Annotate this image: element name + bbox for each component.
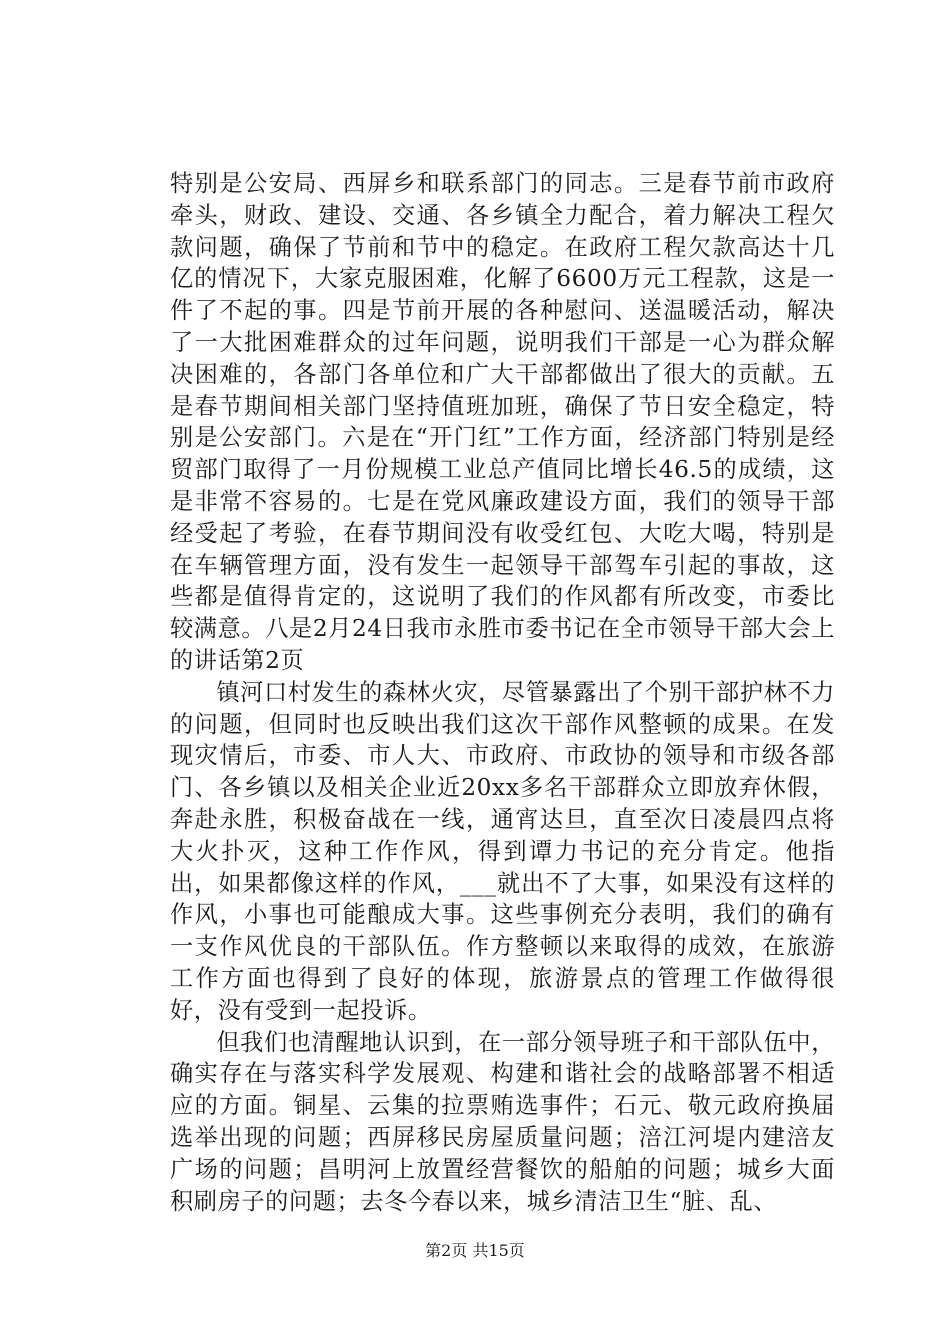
document-body <box>170 168 835 1217</box>
paragraph-1: 特别是公安局、西屏乡和联系部门的同志。三是春节前市政府牵头，财政、建设、交通、各乡镇全力配合，着力解决工程欠款问题，确保了节前和节中的稳定。在政府工程欠款高达十几亿的情况下，大家克服困难，化解了6600万元工程款，这是一件了不起的事。四是节前开展的各种慰问、送温暖活动，解决了一大批困难群众的过年问题，说明我们干部是一心为群众解决困难的，各部门各单位和广大干部都做出了很大的贡献。五是春节期间相关部门坚持值班加班，确保了节日安全稳定，特别是公安部门。六是在“开门红”工作方面，经济部门特别是经贸部门取得了一月份规模工业总产值同比增长46.5的成绩，这是非常不容易的。七是在党风廉政建设方面，我们的领导干部经受起了考验，在春节期间没有收受红包、大吃大喝，特别是在车辆管理方面，没有发生一起领导干部驾车引起的事故，这些都是值得肯定的，这说明了我们的作风都有所改变，市委比较满意。八是2月24日我市永胜市委书记在全市领导干部大会上的讲话第2页 <box>170 170 835 674</box>
page-footer <box>0 1241 950 1261</box>
paragraph-2: 镇河口村发生的森林火灾，尽管暴露出了个别干部护林不力的问题，但同时也反映出我们这次干部作风整顿的成果。在发现灾情后，市委、市人大、市政府、市政协的领导和市级各部门、各乡镇以及相关企业近20xx多名干部群众立即放弃休假，奔赴永胜，积极奋战在一线，通宵达旦，直至次日凌晨四点将大火扑灭，这种工作作风，得到谭力书记的充分肯定。他指出，如果都像这样的作风，___就出不了大事，如果没有这样的作风，小事也可能酿成大事。这些事例充分表明，我们的确有一支作风优良的干部队伍。作方整顿以来取得的成效，在旅游工作方面也得到了良好的体现，旅游景点的管理工作做得很好，没有受到一起投诉。 <box>170 678 835 1024</box>
paragraph-3: 但我们也清醒地认识到，在一部分领导班子和干部队伍中，确实存在与落实科学发展观、构建和谐社会的战略部署不相适应的方面。铜星、云集的拉票贿选事件；石元、敬元政府换届选举出现的问题；西屏移民房屋质量问题；涪江河堤内建涪友广场的问题；昌明河上放置经营餐饮的船舶的问题；城乡大面积刷房子的问题；去冬今春以来，城乡清洁卫生“脏、乱、 <box>170 1028 835 1215</box>
page-number-label: 第2页 共15页 <box>425 1241 525 1260</box>
